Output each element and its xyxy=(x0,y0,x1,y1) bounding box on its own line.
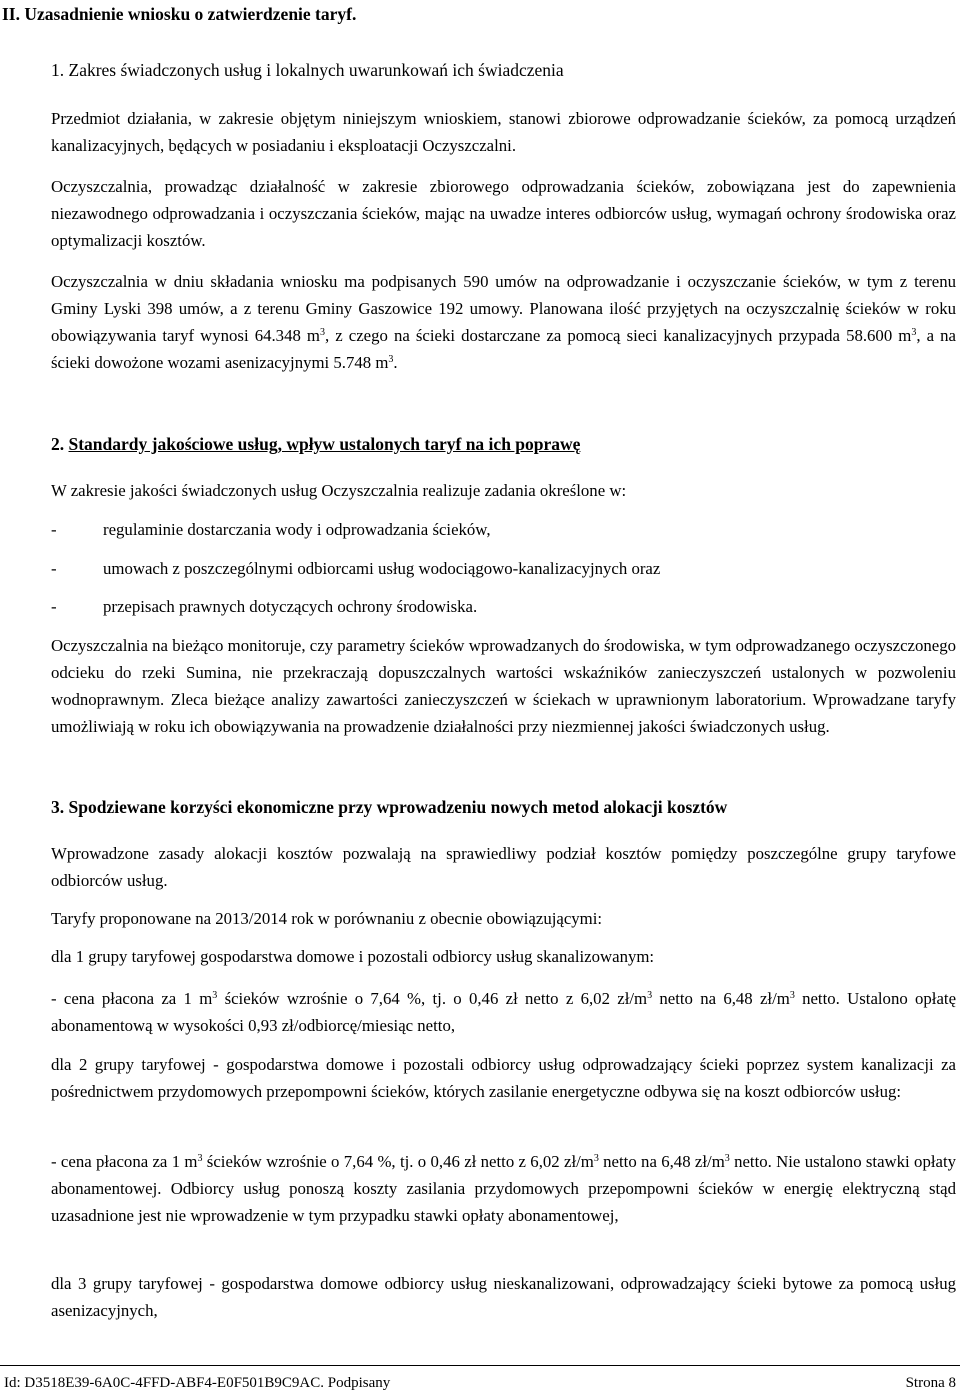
document-id: Id: D3518E39-6A0C-4FFD-ABF4-E0F501B9C9AC. Podpisany xyxy=(4,1375,391,1391)
group-3-heading: dla 3 grupy taryfowej - gospodarstwa domowe odbiorcy usług nieskanalizowani, odprowadzający ścieki bytowe za pomocą usług asenizacyjnych, xyxy=(51,1274,956,1320)
page-footer xyxy=(0,1365,960,1397)
group-2-prices: - cena płacona za 1 $m^3$ ścieków wzrośnie o 7,64 %, tj. o 0,46 zł netto z 6,02 $zł/m^3$ netto na 6,48 $zł/m^3$ netto. Nie ustalono stawki opłaty abonamentowej. Odbiorcy usług ponoszą koszty zasilania przydomowych przepompowni ścieków w energię elektryczną stąd uzasadnione jest nie wprowadzenie w tym przypadku stawki opłaty abonamentowej, xyxy=(51,1152,956,1225)
page-number: Strona 8 xyxy=(905,1375,956,1391)
document-title: II. Uzasadnienie wniosku o zatwierdzenie taryf. xyxy=(2,4,357,24)
section-3-paragraph-2: Taryfy proponowane na 2013/2014 rok w porównaniu z obecnie obowiązującymi: xyxy=(51,909,603,928)
section-3-heading: 3. Spodziewane korzyści ekonomiczne przy wprowadzeniu nowych metod alokacji kosztów xyxy=(51,797,728,817)
group-2-heading: dla 2 grupy taryfowej - gospodarstwa domowe i pozostali odbiorcy usług odprowadzający ścieki poprzez system kanalizacji za pośrednictwem przydomowych przepompowni ścieków, których zasilanie energetyczne odbywa się na koszt odbiorców usług: xyxy=(51,1055,956,1101)
section-1-paragraph-1: Przedmiot działania, w zakresie objętym niniejszym wnioskiem, stanowi zbiorowe odprowadzanie ścieków, za pomocą urządzeń kanalizacyjnych, będących w posiadaniu i eksploatacji Oczyszczalni. xyxy=(51,109,956,155)
section-2-heading: 2. Standardy jakościowe usług, wpływ ustalonych taryf na ich poprawę xyxy=(51,434,581,454)
section-2-intro: W zakresie jakości świadczonych usług Oczyszczalnia realizuje zadania określone w: xyxy=(51,481,627,500)
section-1-heading: 1. Zakres świadczonych usług i lokalnych uwarunkowań ich świadczenia xyxy=(51,60,564,80)
list-item: - regulaminie dostarczania wody i odprowadzania ścieków, xyxy=(51,520,491,539)
section-1-paragraph-2: Oczyszczalnia, prowadząc działalność w zakresie zbiorowego odprowadzania ścieków, zobowiązana jest do zapewnienia niezawodnego odprowadzania i oczyszczania ścieków, mając na uwadze interes odbiorców usług, wymagań ochrony środowiska oraz optymalizacji kosztów. xyxy=(51,177,956,250)
section-2-paragraph-1: Oczyszczalnia na bieżąco monitoruje, czy parametry ścieków wprowadzanych do środowiska, w tym odprowadzanego oczyszczonego odcieku do rzeki Sumina, nie przekraczają dopuszczalnych wartości wskaźników zanieczyszczeń ustalonych w pozwoleniu wodnoprawnym. Zleca bieżące analizy zawartości zanieczyszczeń w ściekach w uprawnionym laboratorium. Wprowadzane taryfy umożliwiają w roku ich obowiązywania na prowadzenie działalności przy niezmiennej jakości świadczonych usług. xyxy=(51,636,956,736)
section-1-paragraph-3: Oczyszczalnia w dniu składania wniosku ma podpisanych 590 umów na odprowadzanie i oczyszczanie ścieków, w tym z terenu Gminy Lyski 398 umów, a z terenu Gminy Gaszowice 192 umowy. Planowana ilość przyjętych na oczyszczalnię ścieków w roku obowiązywania taryf wynosi 64.348 $m^3$, z czego na ścieki dostarczane za pomocą sieci kanalizacyjnych przypada 58.600 $m^3$, a na ścieki dowożone wozami asenizacyjnymi 5.748 $m^3$. xyxy=(51,272,956,372)
section-3-paragraph-1: Wprowadzone zasady alokacji kosztów pozwalają na sprawiedliwy podział kosztów pomiędzy poszczególne grupy taryfowe odbiorców usług. xyxy=(51,844,956,890)
group-1-prices: - cena płacona za 1 $m^3$ ścieków wzrośnie o 7,64 %, tj. o 0,46 zł netto z 6,02 $zł/m^3$ netto na 6,48 $zł/m^3$ netto. Ustalono opłatę abonamentową w wysokości 0,93 zł/odbiorcę/miesiąc netto, xyxy=(51,989,957,1035)
list-item: - przepisach prawnych dotyczących ochrony środowiska. xyxy=(51,597,478,616)
list-item: - umowach z poszczególnymi odbiorcami usług wodociągowo-kanalizacyjnych oraz xyxy=(51,559,661,578)
group-1-heading: dla 1 grupy taryfowej gospodarstwa domowe i pozostali odbiorcy usług skanalizowanym: xyxy=(51,947,655,966)
